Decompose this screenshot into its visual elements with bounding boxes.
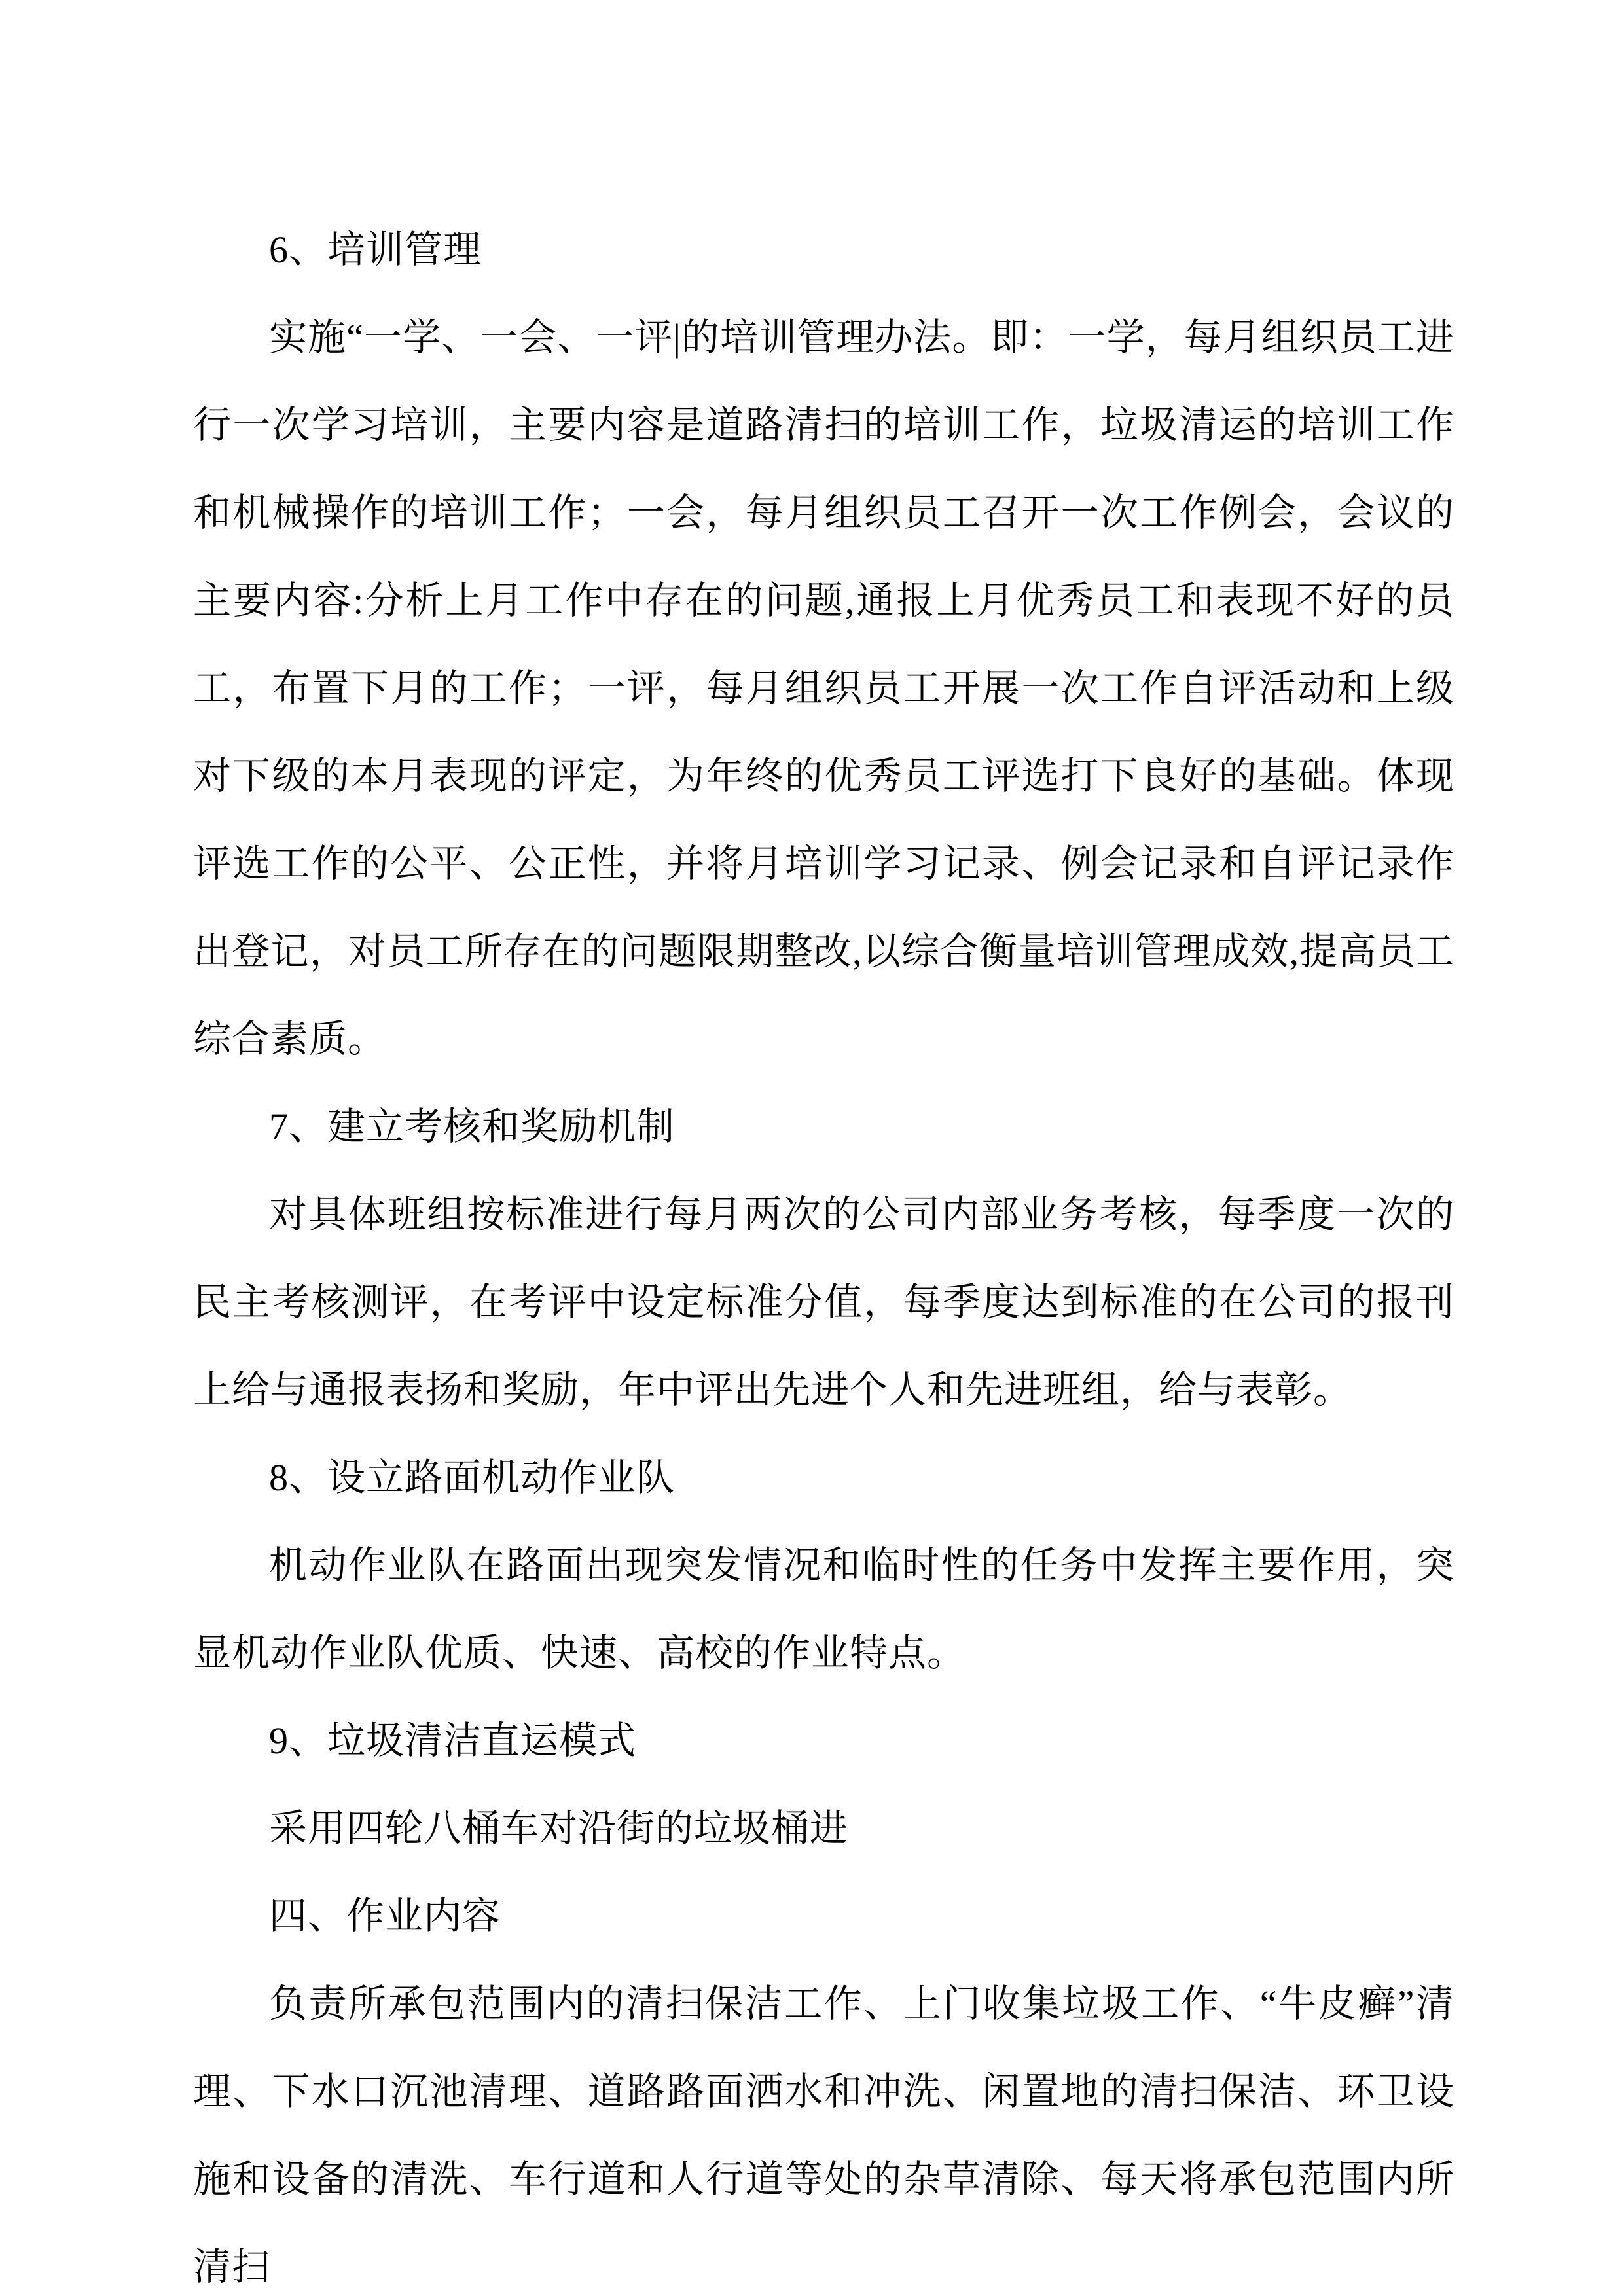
- heading-training-management: 6、培训管理: [269, 228, 482, 271]
- document-body: [193, 206, 1454, 2296]
- heading-garbage-direct-transport: 9、垃圾清洁直运模式: [269, 1719, 637, 1762]
- paragraph-work-content-detail: 负责所承包范围内的清扫保洁工作、上门收集垃圾工作、“牛皮癣”清理、下水口沉池清理、道路路面洒水和冲洗、闲置地的清扫保洁、环卫设施和设备的清洗、车行道和人行道等处的杂草清除、每天将承包范围内所清扫: [193, 1982, 1454, 2288]
- paragraph-training-management-detail: 实施“一学、一会、一评|的培训管理办法。即：一学，每月组织员工进行一次学习培训，主要内容是道路清扫的培训工作，垃圾清运的培训工作和机械操作的培训工作；一会，每月组织员工召开一次工作例会，会议的主要内容:分析上月工作中存在的问题,通报上月优秀员工和表现不好的员工，布置下月的工作；一评，每月组织员工开展一次工作自评活动和上级对下级的本月表现的评定，为年终的优秀员工评选打下良好的基础。体现评选工作的公平、公正性，并将月培训学习记录、例会记录和自评记录作出登记，对员工所存在的问题限期整改,以综合衡量培训管理成效,提高员工综合素质。: [193, 316, 1454, 1060]
- heading-work-content: 四、作业内容: [269, 1895, 501, 1937]
- paragraph-garbage-direct-transport-detail: 采用四轮八桶车对沿街的垃圾桶进: [269, 1807, 849, 1850]
- heading-mobile-operation-team: 8、设立路面机动作业队: [269, 1456, 676, 1499]
- paragraph-assessment-reward-detail: 对具体班组按标准进行每月两次的公司内部业务考核，每季度一次的民主考核测评，在考评中设定标准分值，每季度达到标准的在公司的报刊上给与通报表扬和奖励，年中评出先进个人和先进班组，给与表彰。: [193, 1193, 1454, 1411]
- paragraph-mobile-operation-team-detail: 机动作业队在路面出现突发情况和临时性的任务中发挥主要作用，突显机动作业队优质、快速、高校的作业特点。: [193, 1544, 1454, 1674]
- heading-assessment-reward: 7、建立考核和奖励机制: [269, 1105, 676, 1148]
